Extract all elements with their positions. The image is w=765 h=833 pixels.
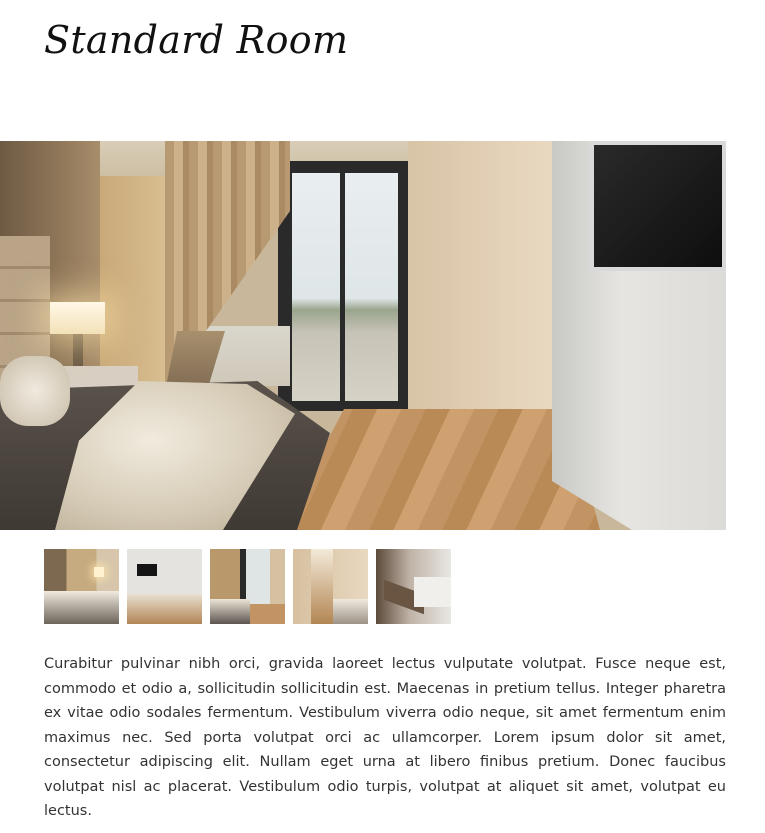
thumbnail-3[interactable] xyxy=(210,549,285,624)
door-mullion xyxy=(340,173,345,401)
thumbnail-floor xyxy=(127,594,202,624)
pillow xyxy=(0,356,70,426)
wall-tv xyxy=(590,141,726,271)
thumbnail-4[interactable] xyxy=(293,549,368,624)
thumbnail-floor xyxy=(250,604,285,624)
thumbnail-tv xyxy=(137,564,157,576)
thumbnail-bed-corner xyxy=(210,599,250,624)
thumbnail-1[interactable] xyxy=(44,549,119,624)
lamp-base xyxy=(73,334,83,366)
thumbnail-hallway xyxy=(311,549,333,624)
room-description: Curabitur pulvinar nibh orci, gravida laoreet lectus vulputate volutpat. Fusce neque est, commodo et odio a, sollicitudin sollicitudin est. Maecenas in pretium tellus. Integer pharetra ex vitae odio sodales fermentum. Vestibulum viverra odio neque, sit amet fermentum enim maximus nec. Sed porta volutpat orci ac ullamcorper. Lorem ipsum dolor sit amet, consectetur adipiscing elit. Nullam eget urna at libero finibus pretium. Donec faucibus volutpat nisl ac placerat. Vestibulum odio turpis, volutpat at aliquet sit amet, volutpat eu lectus. xyxy=(44,656,726,819)
thumbnail-bed xyxy=(333,599,368,624)
thumbnail-5[interactable] xyxy=(376,549,451,624)
nightstand xyxy=(60,366,138,388)
page-title: Standard Room xyxy=(44,18,349,62)
balcony-view xyxy=(292,173,398,401)
thumbnail-lamp xyxy=(94,567,104,577)
back-wall xyxy=(408,141,556,411)
lamp-shade xyxy=(50,302,105,334)
main-room-image xyxy=(0,141,726,530)
thumbnail-bed xyxy=(44,591,119,624)
thumbnail-bed xyxy=(414,577,451,607)
thumbnail-2[interactable] xyxy=(127,549,202,624)
